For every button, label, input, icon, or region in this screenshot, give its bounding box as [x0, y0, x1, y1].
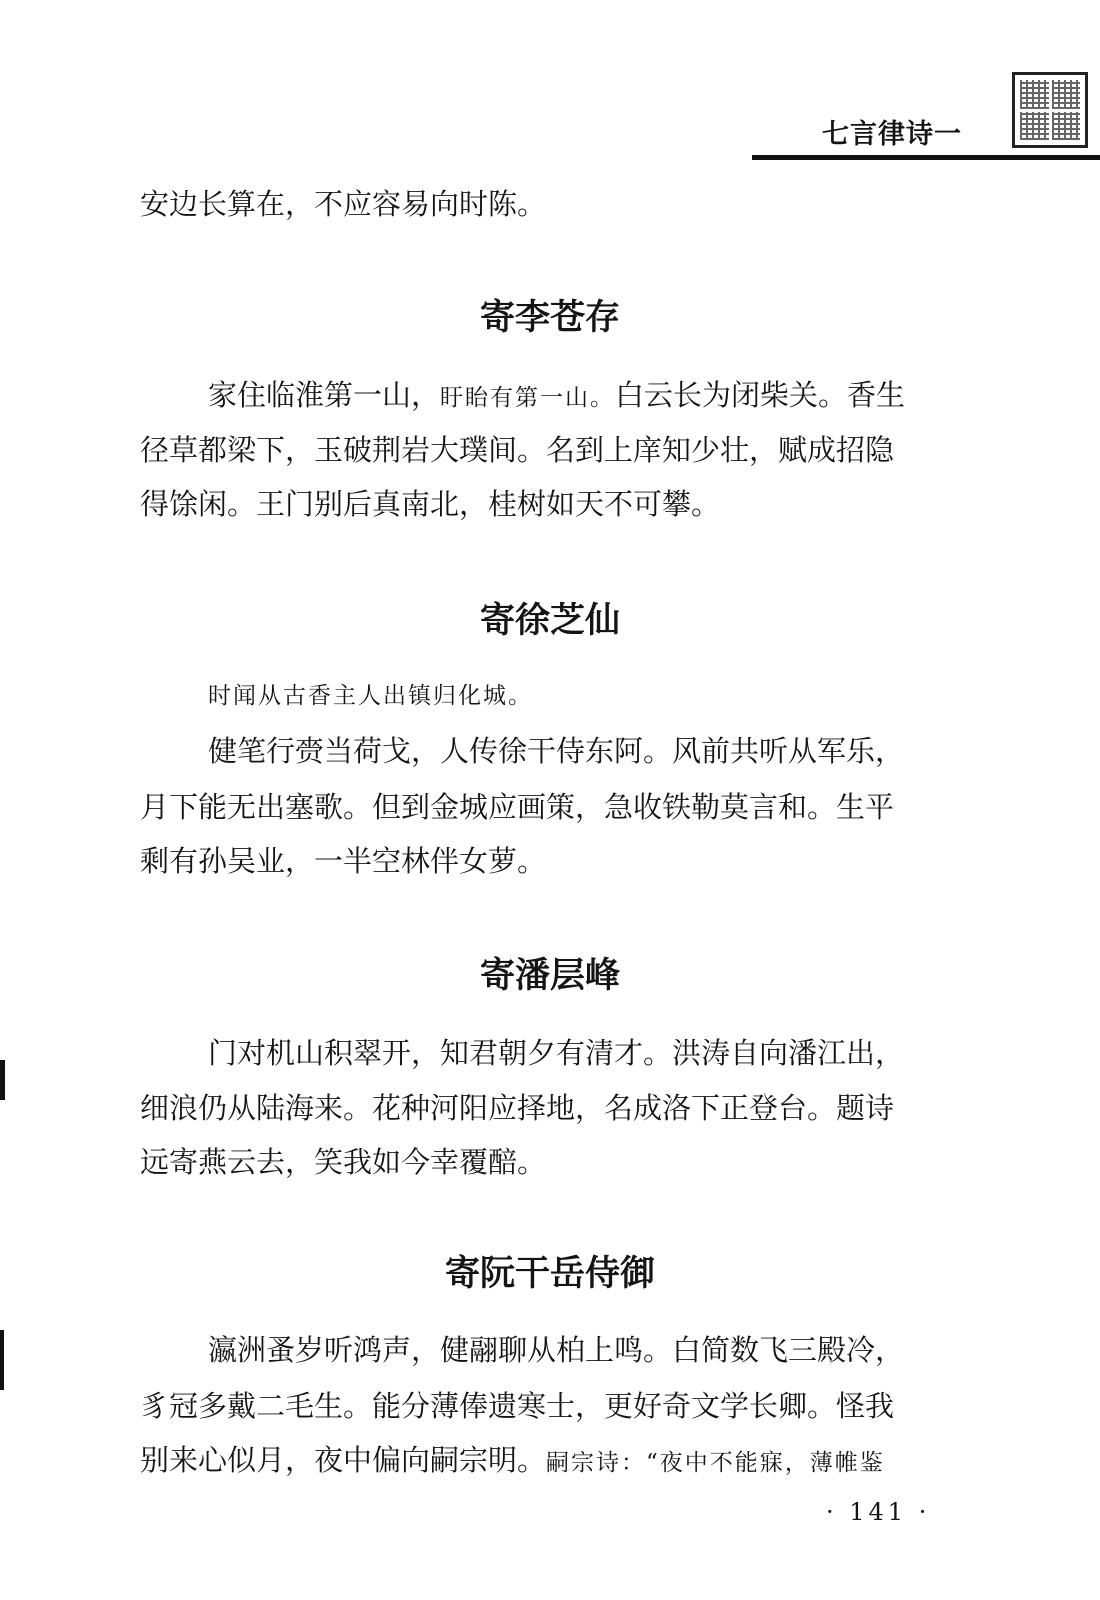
poem-title: 寄潘层峰 — [479, 955, 620, 996]
poem-line: 月下能无出塞歌。但到金城应画策，急收铁勒莫言和。生平 — [140, 790, 895, 824]
poem-line: 豸冠多戴二毛生。能分薄俸遗寒士，更好奇文学长卿。怪我 — [140, 1389, 895, 1423]
poem-title: 寄李苍存 — [479, 297, 620, 338]
running-header-title: 七言律诗一 — [822, 119, 962, 150]
poem-line: 剩有孙吴业，一半空林伴女萝。 — [140, 844, 547, 878]
page-number: · 141 · — [826, 1498, 931, 1526]
scan-edge-mark — [0, 1060, 5, 1100]
poem-line: 细浪仍从陆海来。花种河阳应择地，名成洛下正登台。题诗 — [140, 1091, 895, 1125]
poem-line: 别来心似月，夜中偏向嗣宗明。嗣宗诗：“夜中不能寐，薄帷鉴 — [140, 1443, 885, 1477]
inline-note: 盱眙有第一山。 — [440, 385, 616, 411]
poem-line: 门对机山积翠开，知君朝夕有清才。洪涛自向潘江出， — [208, 1036, 905, 1070]
poem-preface: 时闻从古香主人出镇归化城。 — [208, 683, 533, 709]
poem-title: 寄阮干岳侍御 — [444, 1253, 655, 1294]
seal-stamp-icon — [1012, 72, 1088, 148]
poem-line: 健笔行赍当荷戈，人传徐干侍东阿。风前共听从军乐， — [208, 734, 905, 768]
poem-line: 得馀闲。王门别后真南北，桂树如天不可攀。 — [140, 487, 721, 521]
continuation-line: 安边长算在，不应容易向时陈。 — [140, 187, 547, 221]
poem-line: 瀛洲蚤岁听鸿声，健翮聊从柏上鸣。白简数飞三殿冷， — [208, 1333, 905, 1367]
inline-note: 嗣宗诗：“夜中不能寐，薄帷鉴 — [546, 1450, 885, 1476]
poem-line: 远寄燕云去，笑我如今幸覆醅。 — [140, 1145, 547, 1179]
scan-edge-mark — [0, 1330, 4, 1390]
poem-title: 寄徐芝仙 — [479, 600, 620, 641]
poem-line: 径草都梁下，玉破荆岩大璞间。名到上庠知少壮，赋成招隐 — [140, 433, 895, 467]
header-rule — [752, 155, 1100, 160]
poem-line: 家住临淮第一山，盱眙有第一山。白云长为闭柴关。香生 — [208, 378, 906, 412]
